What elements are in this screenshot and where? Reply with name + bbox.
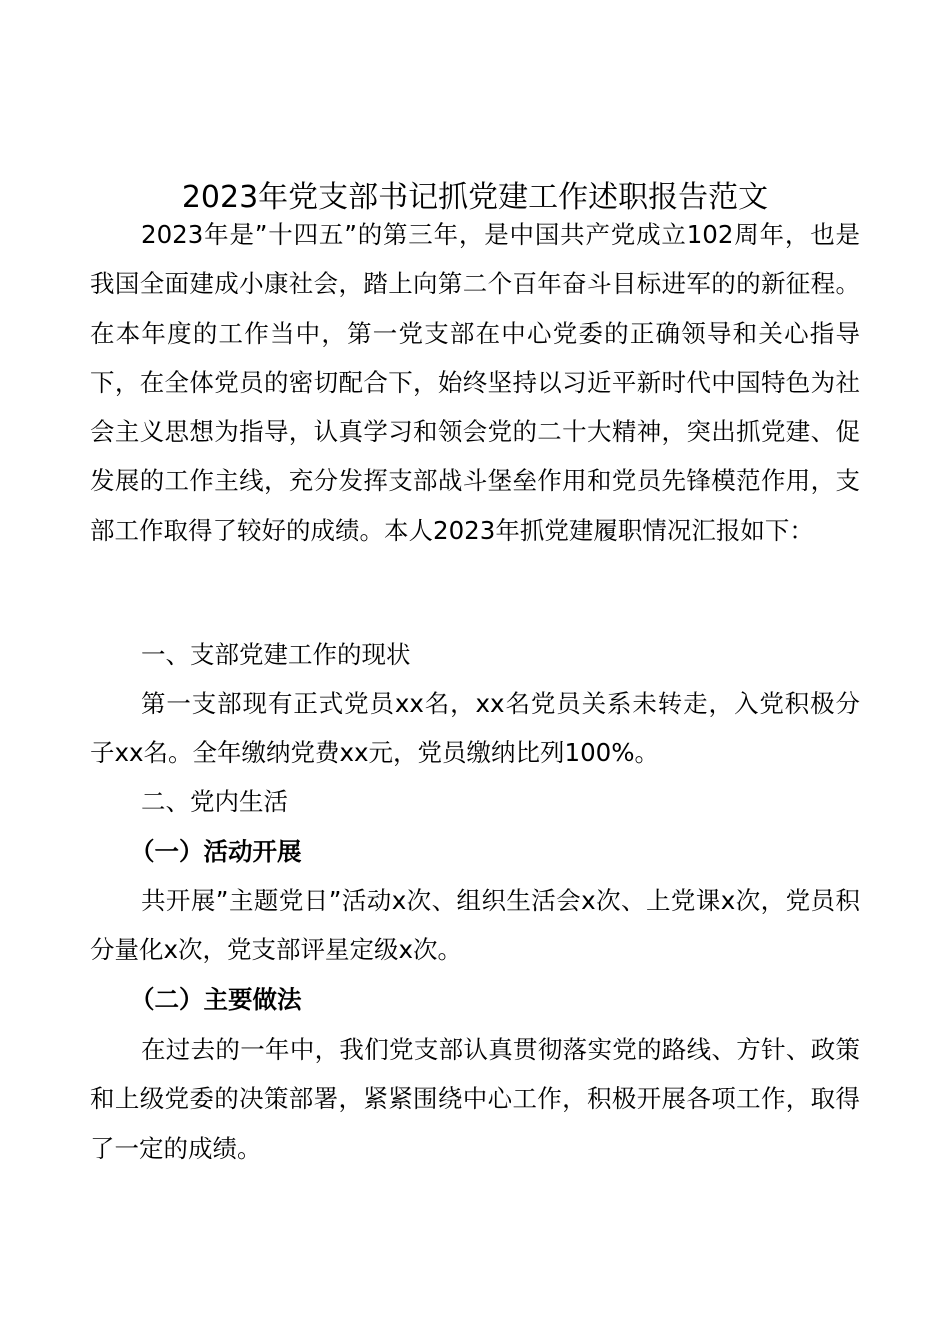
section2-heading: 二、党内生活 xyxy=(141,787,288,816)
subsection1-body: 共开展”主题党日”活动x次、组织生活会x次、上党课x次，党员积分量化x次，党支部评星定级x次。 xyxy=(90,886,860,965)
section1-heading: 一、支部党建工作的现状 xyxy=(141,640,411,669)
section1-body: 第一支部现有正式党员xx名，xx名党员关系未转走，入党积极分子xx名。全年缴纳党费xx元，党员缴纳比列100%。 xyxy=(90,689,860,768)
document-title: 2023年党支部书记抓党建工作述职报告范文 xyxy=(181,180,769,215)
intro-paragraph: 2023年是”十四五”的第三年，是中国共产党成立102周年，也是我国全面建成小康社会，踏上向第二个百年奋斗目标进军的的新征程。在本年度的工作当中，第一党支部在中心党委的正确领导和关心指导下，在全体党员的密切配合下，始终坚持以习近平新时代中国特色为社会主义思想为指导，认真学习和领会党的二十大精神，突出抓党建、促发展的工作主线，充分发挥支部战斗堡垒作用和党员先锋模范作用，支部工作取得了较好的成绩。本人2023年抓党建履职情况汇报如下： xyxy=(90,220,860,545)
subsection2-heading: （二）主要做法 xyxy=(130,985,302,1014)
subsection2-body: 在过去的一年中，我们党支部认真贯彻落实党的路线、方针、政策和上级党委的决策部署，紧紧围绕中心工作，积极开展各项工作，取得了一定的成绩。 xyxy=(90,1035,860,1163)
subsection1-heading: （一）活动开展 xyxy=(130,837,302,866)
